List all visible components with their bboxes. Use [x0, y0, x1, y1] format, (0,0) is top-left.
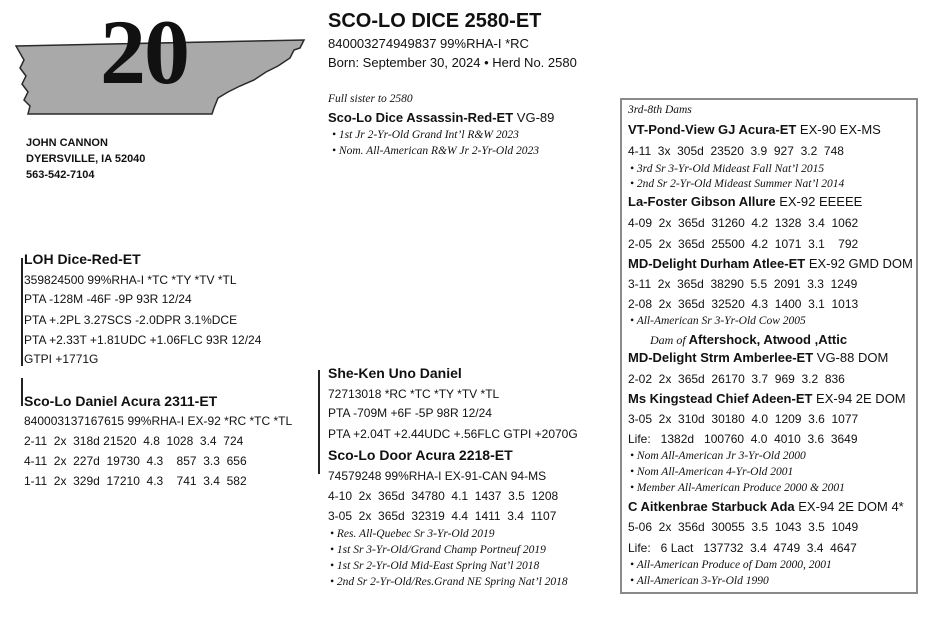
- lot-title: SCO-LO DICE 2580-ET: [328, 10, 542, 32]
- dam-entry-score: EX-92 EEEEE: [775, 194, 863, 209]
- dam-line: 840003137167615 99%RHA-I EX-92 *RC *TC *TL: [24, 414, 293, 428]
- dam-entry-record: 3-05 2x 310d 30180 4.0 1209 3.6 1077: [628, 412, 859, 426]
- dam-entry-score: EX-90 EX-MS: [796, 122, 881, 137]
- dam-entry-score: EX-94 2E DOM: [812, 391, 906, 406]
- consigner-city: DYERSVILLE, IA 52040: [26, 153, 146, 165]
- dam-entry-name: VT-Pond-View GJ Acura-ET: [628, 122, 797, 137]
- pedigree-bracket: [21, 258, 23, 366]
- dam-entry-name-line: [628, 121, 881, 138]
- dam-entry-record: 4-11 3x 305d 23520 3.9 927 3.2 748: [628, 144, 844, 158]
- grandsire-name: She-Ken Uno Daniel: [328, 365, 462, 381]
- consigner-phone: 563-542-7104: [26, 169, 95, 181]
- dam-entry-name-line: [628, 193, 862, 210]
- dam-entry-name-line: [628, 255, 913, 272]
- granddam-award: • 2nd Sr 2-Yr-Old/Res.Grand NE Spring Nat’l 2018: [330, 576, 568, 588]
- dam-entry-score: EX-94 2E DOM 4*: [794, 499, 904, 514]
- sire-line: GTPI +1771G: [24, 352, 99, 366]
- sister-name: Sco-Lo Dice Assassin-Red-ET: [328, 110, 514, 125]
- sister-award: • 1st Jr 2-Yr-Old Grand Int’l R&W 2023: [332, 129, 519, 141]
- dam-of-names: Aftershock, Atwood ,Attic: [688, 332, 848, 347]
- sister-award: • Nom. All-American R&W Jr 2-Yr-Old 2023: [332, 145, 540, 157]
- granddam-record: 4-10 2x 365d 34780 4.1 1437 3.5 1208: [328, 489, 559, 503]
- dam-entry-record: 2-02 2x 365d 26170 3.7 969 3.2 836: [628, 372, 845, 386]
- sire-line: PTA -128M -46F -9P 93R 12/24: [24, 292, 192, 306]
- dam-entry-record: 2-08 2x 365d 32520 4.3 1400 3.1 1013: [628, 297, 859, 311]
- granddam-award: • 1st Sr 2-Yr-Old Mid-East Spring Nat’l 2018: [330, 560, 540, 572]
- dams-heading: 3rd-8th Dams: [628, 104, 692, 116]
- dam-entry-award: • Member All-American Produce 2000 & 2001: [630, 482, 845, 494]
- sister-name-line: [328, 109, 554, 126]
- dam-entry-award: • 2nd Sr 2-Yr-Old Mideast Summer Nat’l 2014: [630, 178, 845, 190]
- sister-score: VG-89: [513, 110, 555, 125]
- pedigree-bracket: [21, 378, 23, 406]
- sire-line: PTA +2.33T +1.81UDC +1.06FLC 93R 12/24: [24, 333, 262, 347]
- registration-line: 840003274949837 99%RHA-I *RC: [328, 36, 529, 51]
- dam-entry-name: MD-Delight Durham Atlee-ET: [628, 256, 806, 271]
- granddam-award: • Res. All-Quebec Sr 3-Yr-Old 2019: [330, 528, 495, 540]
- dam-name: Sco-Lo Daniel Acura 2311-ET: [24, 393, 218, 409]
- grandsire-line: PTA -709M +6F -5P 98R 12/24: [328, 406, 492, 420]
- dam-entry-record: 5-06 2x 356d 30055 3.5 1043 3.5 1049: [628, 520, 859, 534]
- grandsire-line: 72713018 *RC *TC *TY *TV *TL: [328, 387, 500, 401]
- dam-entry-score: EX-92 GMD DOM: [805, 256, 913, 271]
- dam-record: 2-11 2x 318d 21520 4.8 1028 3.4 724: [24, 434, 244, 448]
- dam-entry-record: 4-09 2x 365d 31260 4.2 1328 3.4 1062: [628, 216, 859, 230]
- granddam-record: 3-05 2x 365d 32319 4.4 1411 3.4 1107: [328, 509, 557, 523]
- dam-record: 4-11 2x 227d 19730 4.3 857 3.3 656: [24, 454, 247, 468]
- dam-of-prefix: Dam of: [650, 333, 689, 347]
- dam-entry-record: Life: 6 Lact 137732 3.4 4749 3.4 4647: [628, 541, 857, 555]
- granddam-name: Sco-Lo Door Acura 2218-ET: [328, 447, 513, 463]
- dam-entry-name-line: [628, 349, 888, 366]
- sire-name: LOH Dice-Red-ET: [24, 251, 141, 267]
- granddam-line: 74579248 99%RHA-I EX-91-CAN 94-MS: [328, 469, 547, 483]
- dam-entry-award: • All-American Sr 3-Yr-Old Cow 2005: [630, 315, 806, 327]
- dam-entry-name-line: [628, 498, 904, 515]
- sister-note: Full sister to 2580: [328, 93, 413, 105]
- dam-entry-award: • All-American 3-Yr-Old 1990: [630, 575, 769, 587]
- dam-entry-award: • All-American Produce of Dam 2000, 2001: [630, 559, 832, 571]
- dam-entry-record: 2-05 2x 365d 25500 4.2 1071 3.1 792: [628, 237, 859, 251]
- dam-entry-award: • 3rd Sr 3-Yr-Old Mideast Fall Nat’l 2015: [630, 163, 825, 175]
- sire-line: PTA +.2PL 3.27SCS -2.0DPR 3.1%DCE: [24, 313, 238, 327]
- granddam-award: • 1st Sr 3-Yr-Old/Grand Champ Portneuf 2019: [330, 544, 546, 556]
- dam-entry-record: Life: 1382d 100760 4.0 4010 3.6 3649: [628, 432, 858, 446]
- dam-record: 1-11 2x 329d 17210 4.3 741 3.4 582: [24, 474, 247, 488]
- dam-entry-award: • Nom All-American Jr 3-Yr-Old 2000: [630, 450, 806, 462]
- consigner-name: JOHN CANNON: [26, 137, 108, 149]
- sire-line: 359824500 99%RHA-I *TC *TY *TV *TL: [24, 273, 237, 287]
- dam-of-line: [650, 331, 847, 349]
- pedigree-bracket: [318, 370, 320, 474]
- dam-entry-record: 3-11 2x 365d 38290 5.5 2091 3.3 1249: [628, 277, 858, 291]
- dam-entry-award: • Nom All-American 4-Yr-Old 2001: [630, 466, 794, 478]
- dam-entry-name-line: [628, 390, 906, 407]
- born-line: Born: September 30, 2024 • Herd No. 2580: [328, 55, 577, 70]
- dam-entry-name: Ms Kingstead Chief Adeen-ET: [628, 391, 813, 406]
- dam-entry-name: C Aitkenbrae Starbuck Ada: [628, 499, 795, 514]
- dam-entry-score: VG-88 DOM: [813, 350, 889, 365]
- dam-entry-name: La-Foster Gibson Allure: [628, 194, 776, 209]
- dam-entry-name: MD-Delight Strm Amberlee-ET: [628, 350, 814, 365]
- grandsire-line: PTA +2.04T +2.44UDC +.56FLC GTPI +2070G: [328, 427, 578, 441]
- lot-number: 20: [100, 1, 188, 103]
